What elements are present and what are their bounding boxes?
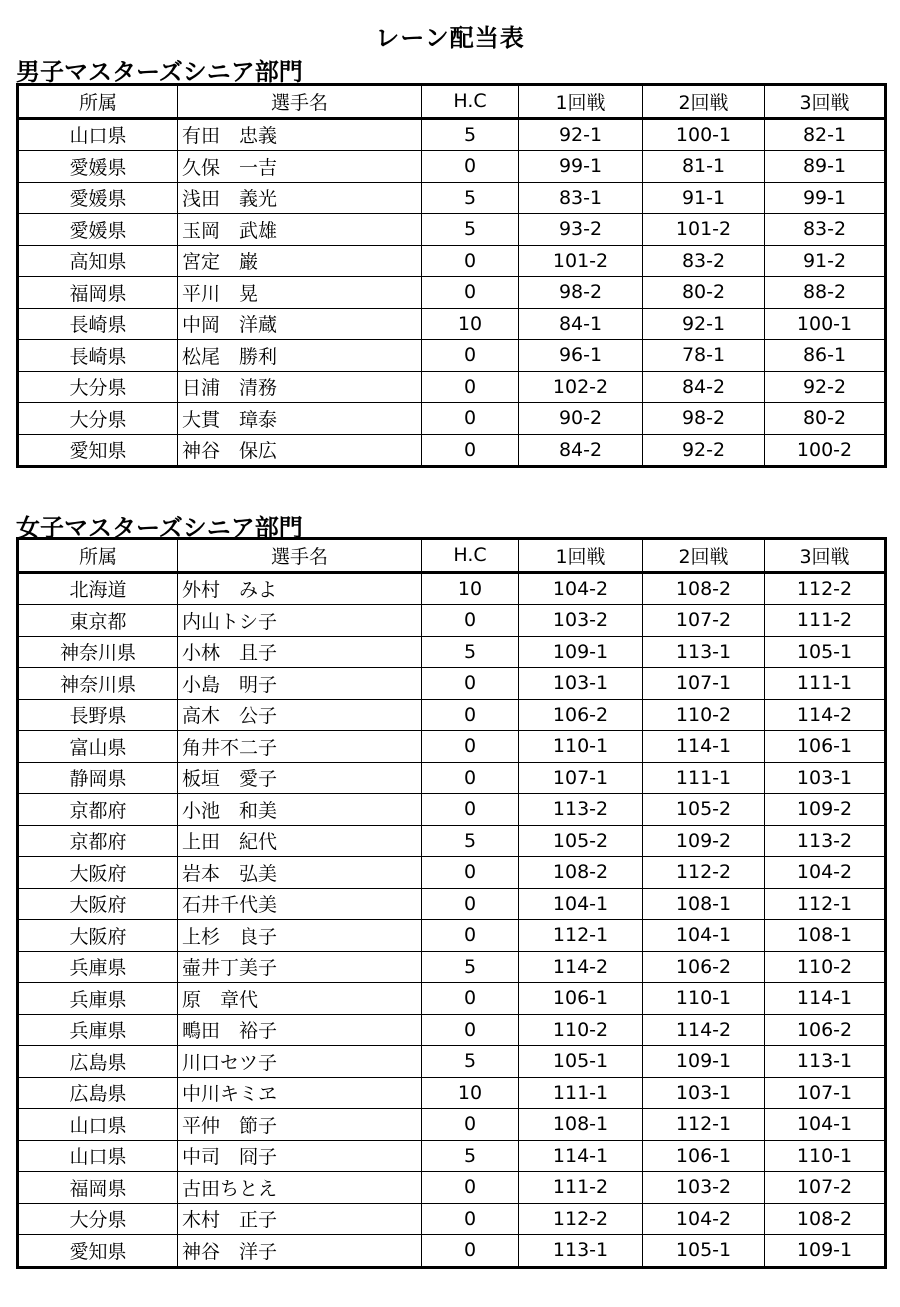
table-row xyxy=(18,668,886,700)
prefecture-cell: 京都府 xyxy=(18,794,178,826)
prefecture-cell: 兵庫県 xyxy=(18,1014,178,1046)
round3-lane-cell: 80-2 xyxy=(765,403,886,435)
player-name-cell: 日浦 清務 xyxy=(178,371,422,403)
round3-lane-cell: 113-2 xyxy=(765,825,886,857)
prefecture-cell: 広島県 xyxy=(18,1077,178,1109)
table-row xyxy=(18,983,886,1015)
table-row xyxy=(18,825,886,857)
table-row xyxy=(18,699,886,731)
handicap-cell: 5 xyxy=(422,1046,519,1078)
prefecture-cell: 福岡県 xyxy=(18,1172,178,1204)
table-row xyxy=(18,214,886,246)
player-name-cell: 高木 公子 xyxy=(178,699,422,731)
player-name-cell: 有田 忠義 xyxy=(178,118,422,151)
player-name-cell: 松尾 勝利 xyxy=(178,340,422,372)
table-row xyxy=(18,794,886,826)
handicap-cell: 0 xyxy=(422,371,519,403)
player-name-cell: 神谷 洋子 xyxy=(178,1235,422,1268)
round3-lane-cell: 108-2 xyxy=(765,1203,886,1235)
prefecture-cell: 大分県 xyxy=(18,371,178,403)
round1-lane-cell: 112-2 xyxy=(519,1203,643,1235)
page-title: レーン配当表 xyxy=(375,24,525,52)
player-name-cell: 石井千代美 xyxy=(178,888,422,920)
player-name-cell: 内山トシ子 xyxy=(178,605,422,637)
round1-lane-cell: 99-1 xyxy=(519,151,643,183)
prefecture-cell: 兵庫県 xyxy=(18,983,178,1015)
round1-lane-cell: 111-1 xyxy=(519,1077,643,1109)
round1-lane-cell: 113-1 xyxy=(519,1235,643,1268)
round2-lane-cell: 103-2 xyxy=(643,1172,765,1204)
handicap-cell: 5 xyxy=(422,214,519,246)
table-row xyxy=(18,605,886,637)
handicap-cell: 0 xyxy=(422,1172,519,1204)
round1-lane-cell: 110-1 xyxy=(519,731,643,763)
prefecture-cell: 山口県 xyxy=(18,1140,178,1172)
prefecture-cell: 長崎県 xyxy=(18,340,178,372)
round1-lane-cell: 113-2 xyxy=(519,794,643,826)
player-name-cell: 木村 正子 xyxy=(178,1203,422,1235)
men-table-body xyxy=(18,118,886,467)
round1-lane-cell: 107-1 xyxy=(519,762,643,794)
handicap-cell: 10 xyxy=(422,572,519,605)
round1-lane-cell: 103-1 xyxy=(519,668,643,700)
player-name-cell: 浅田 義光 xyxy=(178,182,422,214)
prefecture-cell: 大分県 xyxy=(18,403,178,435)
player-name-cell: 小林 且子 xyxy=(178,636,422,668)
round1-lane-cell: 104-2 xyxy=(519,572,643,605)
round2-lane-cell: 98-2 xyxy=(643,403,765,435)
round1-lane-cell: 114-2 xyxy=(519,951,643,983)
header-name: 選手名 xyxy=(178,539,422,573)
prefecture-cell: 京都府 xyxy=(18,825,178,857)
prefecture-cell: 大阪府 xyxy=(18,920,178,952)
handicap-cell: 0 xyxy=(422,1235,519,1268)
player-name-cell: 久保 一吉 xyxy=(178,151,422,183)
round2-lane-cell: 104-2 xyxy=(643,1203,765,1235)
handicap-cell: 5 xyxy=(422,182,519,214)
prefecture-cell: 愛知県 xyxy=(18,434,178,467)
round1-lane-cell: 102-2 xyxy=(519,371,643,403)
table-row xyxy=(18,636,886,668)
round2-lane-cell: 91-1 xyxy=(643,182,765,214)
round2-lane-cell: 100-1 xyxy=(643,118,765,151)
handicap-cell: 5 xyxy=(422,951,519,983)
round3-lane-cell: 114-2 xyxy=(765,699,886,731)
prefecture-cell: 山口県 xyxy=(18,1109,178,1141)
handicap-cell: 0 xyxy=(422,403,519,435)
round1-lane-cell: 105-1 xyxy=(519,1046,643,1078)
player-name-cell: 鴫田 裕子 xyxy=(178,1014,422,1046)
handicap-cell: 0 xyxy=(422,605,519,637)
round1-lane-cell: 110-2 xyxy=(519,1014,643,1046)
header-round2: 2回戦 xyxy=(643,539,765,573)
table-row xyxy=(18,1077,886,1109)
table-row xyxy=(18,951,886,983)
header-round3: 3回戦 xyxy=(765,85,886,119)
header-round1: 1回戦 xyxy=(519,85,643,119)
round3-lane-cell: 110-1 xyxy=(765,1140,886,1172)
round3-lane-cell: 82-1 xyxy=(765,118,886,151)
round1-lane-cell: 98-2 xyxy=(519,277,643,309)
prefecture-cell: 東京都 xyxy=(18,605,178,637)
player-name-cell: 平川 晃 xyxy=(178,277,422,309)
table-row xyxy=(18,920,886,952)
round1-lane-cell: 96-1 xyxy=(519,340,643,372)
table-row xyxy=(18,403,886,435)
handicap-cell: 5 xyxy=(422,118,519,151)
header-hc: H.C xyxy=(422,85,519,119)
table-row xyxy=(18,731,886,763)
round2-lane-cell: 105-1 xyxy=(643,1235,765,1268)
round3-lane-cell: 113-1 xyxy=(765,1046,886,1078)
table-row xyxy=(18,245,886,277)
prefecture-cell: 愛媛県 xyxy=(18,151,178,183)
handicap-cell: 10 xyxy=(422,1077,519,1109)
prefecture-cell: 高知県 xyxy=(18,245,178,277)
round3-lane-cell: 86-1 xyxy=(765,340,886,372)
prefecture-cell: 大阪府 xyxy=(18,857,178,889)
prefecture-cell: 大阪府 xyxy=(18,888,178,920)
table-row xyxy=(18,1172,886,1204)
round1-lane-cell: 106-1 xyxy=(519,983,643,1015)
table-row xyxy=(18,857,886,889)
header-pref: 所属 xyxy=(18,539,178,573)
player-name-cell: 平仲 節子 xyxy=(178,1109,422,1141)
round2-lane-cell: 92-1 xyxy=(643,308,765,340)
table-row xyxy=(18,1109,886,1141)
round2-lane-cell: 104-1 xyxy=(643,920,765,952)
round3-lane-cell: 108-1 xyxy=(765,920,886,952)
handicap-cell: 0 xyxy=(422,1109,519,1141)
round2-lane-cell: 83-2 xyxy=(643,245,765,277)
table-row xyxy=(18,308,886,340)
handicap-cell: 0 xyxy=(422,699,519,731)
prefecture-cell: 北海道 xyxy=(18,572,178,605)
round3-lane-cell: 112-2 xyxy=(765,572,886,605)
round2-lane-cell: 110-1 xyxy=(643,983,765,1015)
player-name-cell: 岩本 弘美 xyxy=(178,857,422,889)
table-row xyxy=(18,340,886,372)
round1-lane-cell: 90-2 xyxy=(519,403,643,435)
table-header-row xyxy=(18,85,886,119)
round2-lane-cell: 92-2 xyxy=(643,434,765,467)
round1-lane-cell: 93-2 xyxy=(519,214,643,246)
round3-lane-cell: 106-1 xyxy=(765,731,886,763)
player-name-cell: 玉岡 武雄 xyxy=(178,214,422,246)
round2-lane-cell: 101-2 xyxy=(643,214,765,246)
handicap-cell: 0 xyxy=(422,1203,519,1235)
round3-lane-cell: 109-2 xyxy=(765,794,886,826)
round2-lane-cell: 80-2 xyxy=(643,277,765,309)
round1-lane-cell: 108-2 xyxy=(519,857,643,889)
table-header-row xyxy=(18,539,886,573)
round1-lane-cell: 104-1 xyxy=(519,888,643,920)
round2-lane-cell: 113-1 xyxy=(643,636,765,668)
round3-lane-cell: 100-2 xyxy=(765,434,886,467)
player-name-cell: 外村 みよ xyxy=(178,572,422,605)
handicap-cell: 0 xyxy=(422,794,519,826)
prefecture-cell: 福岡県 xyxy=(18,277,178,309)
round3-lane-cell: 107-2 xyxy=(765,1172,886,1204)
round3-lane-cell: 106-2 xyxy=(765,1014,886,1046)
player-name-cell: 小島 明子 xyxy=(178,668,422,700)
prefecture-cell: 大分県 xyxy=(18,1203,178,1235)
women-lane-table xyxy=(16,537,887,1269)
round2-lane-cell: 108-2 xyxy=(643,572,765,605)
round1-lane-cell: 108-1 xyxy=(519,1109,643,1141)
round3-lane-cell: 111-2 xyxy=(765,605,886,637)
round3-lane-cell: 111-1 xyxy=(765,668,886,700)
player-name-cell: 中司 冏子 xyxy=(178,1140,422,1172)
header-round2: 2回戦 xyxy=(643,85,765,119)
round2-lane-cell: 109-1 xyxy=(643,1046,765,1078)
round2-lane-cell: 112-1 xyxy=(643,1109,765,1141)
player-name-cell: 板垣 愛子 xyxy=(178,762,422,794)
table-row xyxy=(18,371,886,403)
table-row xyxy=(18,1203,886,1235)
player-name-cell: 中川キミヱ xyxy=(178,1077,422,1109)
round3-lane-cell: 105-1 xyxy=(765,636,886,668)
table-row xyxy=(18,1014,886,1046)
round3-lane-cell: 104-2 xyxy=(765,857,886,889)
round1-lane-cell: 84-2 xyxy=(519,434,643,467)
round3-lane-cell: 89-1 xyxy=(765,151,886,183)
prefecture-cell: 山口県 xyxy=(18,118,178,151)
prefecture-cell: 愛媛県 xyxy=(18,182,178,214)
player-name-cell: 上杉 良子 xyxy=(178,920,422,952)
table-row xyxy=(18,1235,886,1268)
round3-lane-cell: 88-2 xyxy=(765,277,886,309)
round3-lane-cell: 114-1 xyxy=(765,983,886,1015)
handicap-cell: 0 xyxy=(422,920,519,952)
header-round3: 3回戦 xyxy=(765,539,886,573)
prefecture-cell: 愛媛県 xyxy=(18,214,178,246)
table-row xyxy=(18,888,886,920)
round2-lane-cell: 112-2 xyxy=(643,857,765,889)
header-round1: 1回戦 xyxy=(519,539,643,573)
header-hc: H.C xyxy=(422,539,519,573)
round2-lane-cell: 81-1 xyxy=(643,151,765,183)
handicap-cell: 10 xyxy=(422,308,519,340)
handicap-cell: 5 xyxy=(422,636,519,668)
round1-lane-cell: 114-1 xyxy=(519,1140,643,1172)
round3-lane-cell: 83-2 xyxy=(765,214,886,246)
table-row xyxy=(18,182,886,214)
round2-lane-cell: 107-1 xyxy=(643,668,765,700)
table-row xyxy=(18,1140,886,1172)
men-lane-table xyxy=(16,83,887,468)
round3-lane-cell: 103-1 xyxy=(765,762,886,794)
round2-lane-cell: 114-2 xyxy=(643,1014,765,1046)
table-row xyxy=(18,762,886,794)
round2-lane-cell: 106-1 xyxy=(643,1140,765,1172)
round3-lane-cell: 110-2 xyxy=(765,951,886,983)
table-row xyxy=(18,434,886,467)
handicap-cell: 0 xyxy=(422,668,519,700)
handicap-cell: 0 xyxy=(422,857,519,889)
women-table-body xyxy=(18,572,886,1267)
round1-lane-cell: 109-1 xyxy=(519,636,643,668)
handicap-cell: 5 xyxy=(422,825,519,857)
table-row xyxy=(18,572,886,605)
prefecture-cell: 愛知県 xyxy=(18,1235,178,1268)
round2-lane-cell: 84-2 xyxy=(643,371,765,403)
prefecture-cell: 広島県 xyxy=(18,1046,178,1078)
handicap-cell: 0 xyxy=(422,434,519,467)
round3-lane-cell: 112-1 xyxy=(765,888,886,920)
header-pref: 所属 xyxy=(18,85,178,119)
player-name-cell: 小池 和美 xyxy=(178,794,422,826)
round3-lane-cell: 92-2 xyxy=(765,371,886,403)
handicap-cell: 0 xyxy=(422,277,519,309)
header-name: 選手名 xyxy=(178,85,422,119)
round1-lane-cell: 84-1 xyxy=(519,308,643,340)
handicap-cell: 5 xyxy=(422,1140,519,1172)
handicap-cell: 0 xyxy=(422,762,519,794)
round1-lane-cell: 106-2 xyxy=(519,699,643,731)
round1-lane-cell: 103-2 xyxy=(519,605,643,637)
round2-lane-cell: 111-1 xyxy=(643,762,765,794)
handicap-cell: 0 xyxy=(422,888,519,920)
prefecture-cell: 神奈川県 xyxy=(18,668,178,700)
round2-lane-cell: 105-2 xyxy=(643,794,765,826)
prefecture-cell: 神奈川県 xyxy=(18,636,178,668)
player-name-cell: 原 章代 xyxy=(178,983,422,1015)
women-section-title: 女子マスターズシニア部門 xyxy=(16,514,303,542)
handicap-cell: 0 xyxy=(422,245,519,277)
men-section-title: 男子マスターズシニア部門 xyxy=(16,58,303,86)
round2-lane-cell: 78-1 xyxy=(643,340,765,372)
round3-lane-cell: 99-1 xyxy=(765,182,886,214)
round2-lane-cell: 106-2 xyxy=(643,951,765,983)
round1-lane-cell: 112-1 xyxy=(519,920,643,952)
table-row xyxy=(18,1046,886,1078)
player-name-cell: 川口セツ子 xyxy=(178,1046,422,1078)
round2-lane-cell: 114-1 xyxy=(643,731,765,763)
round3-lane-cell: 91-2 xyxy=(765,245,886,277)
prefecture-cell: 長野県 xyxy=(18,699,178,731)
handicap-cell: 0 xyxy=(422,983,519,1015)
handicap-cell: 0 xyxy=(422,340,519,372)
handicap-cell: 0 xyxy=(422,731,519,763)
round1-lane-cell: 111-2 xyxy=(519,1172,643,1204)
player-name-cell: 宮定 巌 xyxy=(178,245,422,277)
player-name-cell: 神谷 保広 xyxy=(178,434,422,467)
player-name-cell: 中岡 洋蔵 xyxy=(178,308,422,340)
prefecture-cell: 静岡県 xyxy=(18,762,178,794)
round3-lane-cell: 107-1 xyxy=(765,1077,886,1109)
player-name-cell: 上田 紀代 xyxy=(178,825,422,857)
handicap-cell: 0 xyxy=(422,1014,519,1046)
round1-lane-cell: 92-1 xyxy=(519,118,643,151)
player-name-cell: 古田ちとえ xyxy=(178,1172,422,1204)
prefecture-cell: 長崎県 xyxy=(18,308,178,340)
round3-lane-cell: 104-1 xyxy=(765,1109,886,1141)
prefecture-cell: 兵庫県 xyxy=(18,951,178,983)
round2-lane-cell: 110-2 xyxy=(643,699,765,731)
round1-lane-cell: 105-2 xyxy=(519,825,643,857)
round2-lane-cell: 108-1 xyxy=(643,888,765,920)
round3-lane-cell: 100-1 xyxy=(765,308,886,340)
table-row xyxy=(18,277,886,309)
round1-lane-cell: 83-1 xyxy=(519,182,643,214)
round2-lane-cell: 107-2 xyxy=(643,605,765,637)
round1-lane-cell: 101-2 xyxy=(519,245,643,277)
prefecture-cell: 富山県 xyxy=(18,731,178,763)
round2-lane-cell: 103-1 xyxy=(643,1077,765,1109)
handicap-cell: 0 xyxy=(422,151,519,183)
round3-lane-cell: 109-1 xyxy=(765,1235,886,1268)
player-name-cell: 角井不二子 xyxy=(178,731,422,763)
table-row xyxy=(18,118,886,151)
player-name-cell: 壷井丁美子 xyxy=(178,951,422,983)
round2-lane-cell: 109-2 xyxy=(643,825,765,857)
player-name-cell: 大貫 璋泰 xyxy=(178,403,422,435)
table-row xyxy=(18,151,886,183)
